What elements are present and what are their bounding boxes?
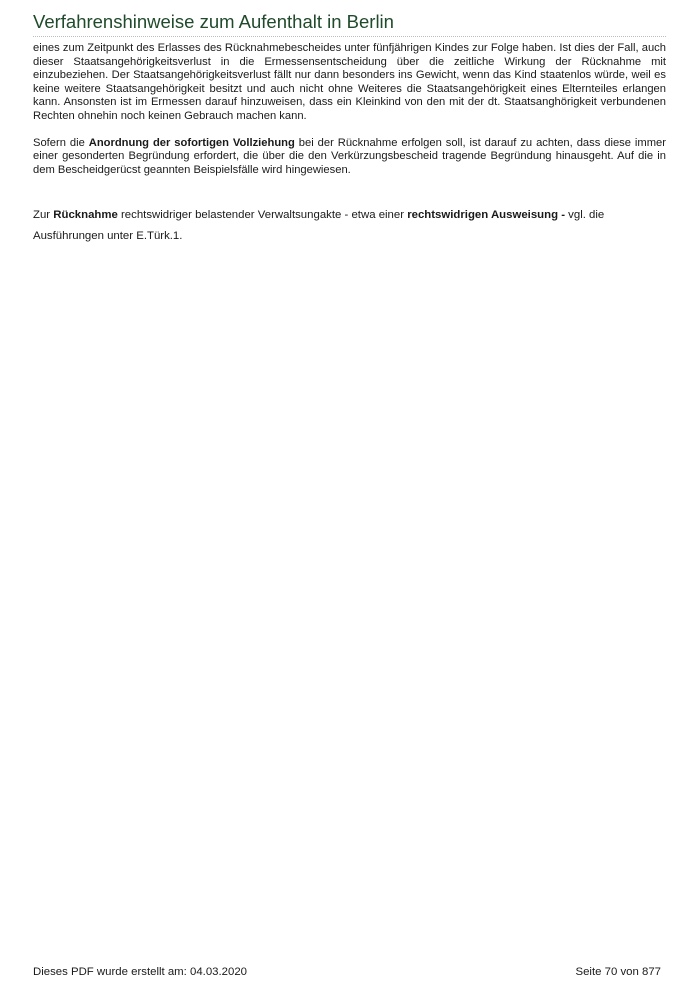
page-number: Seite 70 von 877 (575, 966, 661, 978)
emphasis-anordnung: Anordnung der sofortigen Vollziehung (88, 136, 295, 149)
emphasis-ausweisung: rechtswidrigen Ausweisung - (407, 209, 565, 222)
paragraph-text: bei der Rücknahme erfolgen soll, ist darauf zu achten, dass diese immer einer gesonderten Begründung erfordert, die über die den Verkürzungsbescheid tragende Begründung hinausgeht. Auf die in dem Bescheidgerücst geannten Beispielsfälle wird hingewiesen. (33, 136, 666, 176)
paragraph-staatsangehoerigkeit: eines zum Zeitpunkt des Erlasses des Rücknahmebescheides unter fünfjährigen Kindes zur Folge haben. Ist dies der Fall, auch dieser Staatsangehörigkeitsverlust in die Ermessensentscheidung über die zeitliche Wirkung der Rücknahme mit einzubeziehen. Der Staatsangehörigkeitsverlust fällt nur dann besonders ins Gewicht, wenn das Kind staatenlos würde, weil es keine weitere Staatsangehörigkeit besitzt und auch nicht ohne Weiteres die Staatsangehörigkeit eines Elternteiles erlangen kann. Ansonsten ist im Ermessen darauf hinzuweisen, dass ein Kleinkind von den mit der dt. Staatsanghörigkeit verbundenen Rechten ohnehin noch keinen Gebrauch machen kann. (33, 42, 666, 122)
page-footer (33, 966, 661, 978)
creation-date-note: Dieses PDF wurde erstellt am: 04.03.2020 (33, 966, 247, 978)
page-header (33, 10, 666, 37)
paragraph-sofortige-vollziehung (33, 137, 666, 178)
header-divider (33, 36, 666, 37)
emphasis-ruecknahme: Rücknahme (53, 209, 118, 222)
paragraph-text: rechtswidriger belastender Verwaltsungakte - etwa einer (117, 209, 408, 222)
paragraph-ruecknahme-reference (33, 205, 666, 247)
paragraph-text: Zur (33, 209, 54, 222)
page-title: Verfahrenshinweise zum Aufenthalt in Berlin (33, 11, 394, 32)
paragraph-text: vgl. die Ausführungen unter E.Türk.1. (33, 209, 605, 243)
paragraph-text: Sofern die (33, 136, 89, 149)
document-body (33, 42, 666, 247)
